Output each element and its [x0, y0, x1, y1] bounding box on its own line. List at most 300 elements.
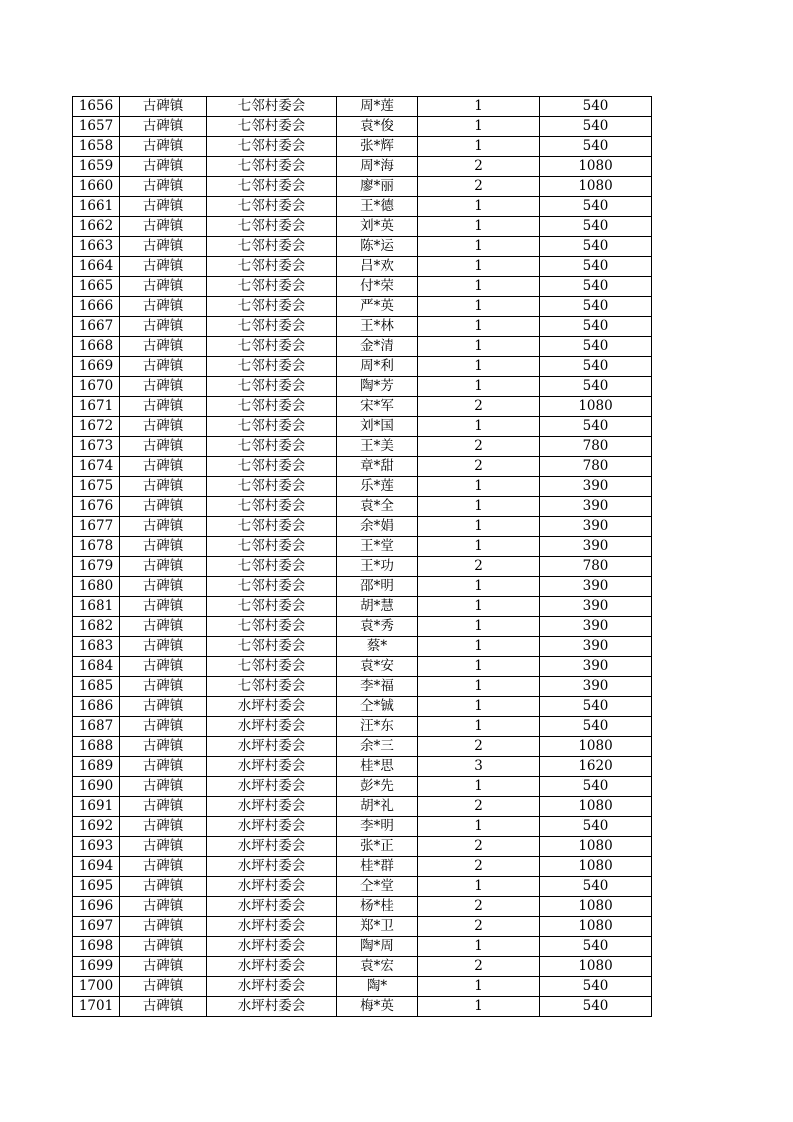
name-cell: 余*娟	[337, 517, 418, 537]
amount-cell: 390	[540, 477, 652, 497]
row-number-cell: 1691	[73, 797, 120, 817]
amount-cell: 390	[540, 677, 652, 697]
name-cell: 刘*国	[337, 417, 418, 437]
count-cell: 1	[418, 237, 540, 257]
amount-cell: 540	[540, 97, 652, 117]
name-cell: 张*正	[337, 837, 418, 857]
amount-cell: 540	[540, 697, 652, 717]
amount-cell: 1080	[540, 397, 652, 417]
table-row	[73, 857, 652, 877]
name-cell: 彭*先	[337, 777, 418, 797]
village-cell: 七邻村委会	[207, 617, 337, 637]
name-cell: 乐*莲	[337, 477, 418, 497]
town-cell: 古碑镇	[120, 177, 207, 197]
amount-cell: 540	[540, 877, 652, 897]
table-row	[73, 797, 652, 817]
count-cell: 3	[418, 757, 540, 777]
village-cell: 水坪村委会	[207, 877, 337, 897]
town-cell: 古碑镇	[120, 237, 207, 257]
village-cell: 水坪村委会	[207, 737, 337, 757]
village-cell: 七邻村委会	[207, 137, 337, 157]
amount-cell: 390	[540, 617, 652, 637]
name-cell: 付*荣	[337, 277, 418, 297]
amount-cell: 540	[540, 297, 652, 317]
village-cell: 七邻村委会	[207, 377, 337, 397]
row-number-cell: 1659	[73, 157, 120, 177]
row-number-cell: 1663	[73, 237, 120, 257]
town-cell: 古碑镇	[120, 217, 207, 237]
count-cell: 1	[418, 417, 540, 437]
village-cell: 七邻村委会	[207, 97, 337, 117]
count-cell: 1	[418, 937, 540, 957]
table-row	[73, 697, 652, 717]
village-cell: 七邻村委会	[207, 657, 337, 677]
name-cell: 汪*东	[337, 717, 418, 737]
village-cell: 七邻村委会	[207, 417, 337, 437]
table-row	[73, 657, 652, 677]
name-cell: 周*海	[337, 157, 418, 177]
row-number-cell: 1679	[73, 557, 120, 577]
amount-cell: 540	[540, 257, 652, 277]
town-cell: 古碑镇	[120, 957, 207, 977]
table-row	[73, 237, 652, 257]
amount-cell: 1080	[540, 177, 652, 197]
count-cell: 2	[418, 157, 540, 177]
count-cell: 1	[418, 677, 540, 697]
count-cell: 1	[418, 597, 540, 617]
count-cell: 2	[418, 797, 540, 817]
row-number-cell: 1686	[73, 697, 120, 717]
amount-cell: 540	[540, 357, 652, 377]
town-cell: 古碑镇	[120, 557, 207, 577]
table-row	[73, 957, 652, 977]
row-number-cell: 1674	[73, 457, 120, 477]
village-cell: 水坪村委会	[207, 917, 337, 937]
name-cell: 梅*英	[337, 997, 418, 1017]
town-cell: 古碑镇	[120, 717, 207, 737]
table-row	[73, 357, 652, 377]
count-cell: 1	[418, 337, 540, 357]
table-row	[73, 817, 652, 837]
town-cell: 古碑镇	[120, 797, 207, 817]
town-cell: 古碑镇	[120, 457, 207, 477]
village-cell: 七邻村委会	[207, 277, 337, 297]
count-cell: 1	[418, 697, 540, 717]
amount-cell: 540	[540, 977, 652, 997]
table-row	[73, 257, 652, 277]
row-number-cell: 1688	[73, 737, 120, 757]
amount-cell: 1080	[540, 157, 652, 177]
name-cell: 陶*	[337, 977, 418, 997]
name-cell: 桂*思	[337, 757, 418, 777]
town-cell: 古碑镇	[120, 397, 207, 417]
row-number-cell: 1683	[73, 637, 120, 657]
village-cell: 水坪村委会	[207, 937, 337, 957]
count-cell: 1	[418, 357, 540, 377]
count-cell: 1	[418, 217, 540, 237]
name-cell: 周*莲	[337, 97, 418, 117]
amount-cell: 1080	[540, 957, 652, 977]
amount-cell: 1620	[540, 757, 652, 777]
table-row	[73, 877, 652, 897]
row-number-cell: 1672	[73, 417, 120, 437]
count-cell: 1	[418, 817, 540, 837]
village-cell: 七邻村委会	[207, 257, 337, 277]
village-cell: 水坪村委会	[207, 997, 337, 1017]
name-cell: 王*功	[337, 557, 418, 577]
name-cell: 王*堂	[337, 537, 418, 557]
table-row	[73, 277, 652, 297]
amount-cell: 540	[540, 217, 652, 237]
village-cell: 七邻村委会	[207, 457, 337, 477]
village-cell: 七邻村委会	[207, 317, 337, 337]
table-row	[73, 537, 652, 557]
town-cell: 古碑镇	[120, 157, 207, 177]
amount-cell: 1080	[540, 797, 652, 817]
row-number-cell: 1660	[73, 177, 120, 197]
amount-cell: 540	[540, 197, 652, 217]
village-cell: 水坪村委会	[207, 817, 337, 837]
village-cell: 水坪村委会	[207, 897, 337, 917]
name-cell: 陶*芳	[337, 377, 418, 397]
name-cell: 严*英	[337, 297, 418, 317]
table-row	[73, 597, 652, 617]
village-cell: 七邻村委会	[207, 677, 337, 697]
village-cell: 水坪村委会	[207, 697, 337, 717]
table-row	[73, 777, 652, 797]
village-cell: 水坪村委会	[207, 837, 337, 857]
table-row	[73, 897, 652, 917]
town-cell: 古碑镇	[120, 997, 207, 1017]
count-cell: 1	[418, 717, 540, 737]
town-cell: 古碑镇	[120, 517, 207, 537]
village-cell: 七邻村委会	[207, 557, 337, 577]
name-cell: 胡*慧	[337, 597, 418, 617]
row-number-cell: 1667	[73, 317, 120, 337]
row-number-cell: 1666	[73, 297, 120, 317]
village-cell: 水坪村委会	[207, 797, 337, 817]
count-cell: 1	[418, 277, 540, 297]
count-cell: 1	[418, 197, 540, 217]
name-cell: 金*清	[337, 337, 418, 357]
count-cell: 1	[418, 877, 540, 897]
name-cell: 王*美	[337, 437, 418, 457]
village-cell: 七邻村委会	[207, 357, 337, 377]
village-cell: 七邻村委会	[207, 337, 337, 357]
town-cell: 古碑镇	[120, 737, 207, 757]
row-number-cell: 1692	[73, 817, 120, 837]
amount-cell: 1080	[540, 857, 652, 877]
row-number-cell: 1678	[73, 537, 120, 557]
row-number-cell: 1695	[73, 877, 120, 897]
row-number-cell: 1685	[73, 677, 120, 697]
name-cell: 张*辉	[337, 137, 418, 157]
count-cell: 1	[418, 637, 540, 657]
table-row	[73, 437, 652, 457]
table-row	[73, 637, 652, 657]
table-row	[73, 557, 652, 577]
count-cell: 2	[418, 737, 540, 757]
count-cell: 2	[418, 437, 540, 457]
table-row	[73, 117, 652, 137]
town-cell: 古碑镇	[120, 317, 207, 337]
row-number-cell: 1676	[73, 497, 120, 517]
amount-cell: 780	[540, 457, 652, 477]
town-cell: 古碑镇	[120, 337, 207, 357]
roster-table-body	[73, 97, 652, 1017]
town-cell: 古碑镇	[120, 757, 207, 777]
village-cell: 七邻村委会	[207, 397, 337, 417]
count-cell: 2	[418, 917, 540, 937]
count-cell: 1	[418, 577, 540, 597]
table-row	[73, 97, 652, 117]
count-cell: 1	[418, 497, 540, 517]
table-row	[73, 617, 652, 637]
amount-cell: 540	[540, 377, 652, 397]
row-number-cell: 1689	[73, 757, 120, 777]
town-cell: 古碑镇	[120, 637, 207, 657]
row-number-cell: 1681	[73, 597, 120, 617]
amount-cell: 540	[540, 997, 652, 1017]
town-cell: 古碑镇	[120, 977, 207, 997]
table-row	[73, 197, 652, 217]
count-cell: 2	[418, 957, 540, 977]
table-row	[73, 477, 652, 497]
row-number-cell: 1700	[73, 977, 120, 997]
town-cell: 古碑镇	[120, 197, 207, 217]
name-cell: 蔡*	[337, 637, 418, 657]
amount-cell: 540	[540, 817, 652, 837]
name-cell: 袁*俊	[337, 117, 418, 137]
amount-cell: 390	[540, 597, 652, 617]
table-row	[73, 417, 652, 437]
village-cell: 七邻村委会	[207, 217, 337, 237]
count-cell: 1	[418, 657, 540, 677]
count-cell: 1	[418, 997, 540, 1017]
row-number-cell: 1684	[73, 657, 120, 677]
amount-cell: 1080	[540, 837, 652, 857]
town-cell: 古碑镇	[120, 117, 207, 137]
row-number-cell: 1661	[73, 197, 120, 217]
table-row	[73, 997, 652, 1017]
town-cell: 古碑镇	[120, 777, 207, 797]
name-cell: 王*林	[337, 317, 418, 337]
village-cell: 七邻村委会	[207, 197, 337, 217]
name-cell: 章*甜	[337, 457, 418, 477]
row-number-cell: 1664	[73, 257, 120, 277]
row-number-cell: 1699	[73, 957, 120, 977]
town-cell: 古碑镇	[120, 657, 207, 677]
name-cell: 仝*铖	[337, 697, 418, 717]
row-number-cell: 1669	[73, 357, 120, 377]
count-cell: 1	[418, 257, 540, 277]
town-cell: 古碑镇	[120, 537, 207, 557]
amount-cell: 1080	[540, 917, 652, 937]
count-cell: 2	[418, 837, 540, 857]
row-number-cell: 1680	[73, 577, 120, 597]
count-cell: 1	[418, 297, 540, 317]
amount-cell: 390	[540, 517, 652, 537]
row-number-cell: 1671	[73, 397, 120, 417]
name-cell: 袁*安	[337, 657, 418, 677]
count-cell: 1	[418, 477, 540, 497]
village-cell: 七邻村委会	[207, 177, 337, 197]
amount-cell: 390	[540, 497, 652, 517]
row-number-cell: 1698	[73, 937, 120, 957]
row-number-cell: 1682	[73, 617, 120, 637]
table-row	[73, 177, 652, 197]
name-cell: 王*德	[337, 197, 418, 217]
table-row	[73, 137, 652, 157]
amount-cell: 540	[540, 317, 652, 337]
amount-cell: 540	[540, 777, 652, 797]
town-cell: 古碑镇	[120, 257, 207, 277]
village-cell: 七邻村委会	[207, 117, 337, 137]
table-row	[73, 577, 652, 597]
row-number-cell: 1701	[73, 997, 120, 1017]
name-cell: 桂*群	[337, 857, 418, 877]
village-cell: 七邻村委会	[207, 297, 337, 317]
count-cell: 2	[418, 557, 540, 577]
name-cell: 邵*明	[337, 577, 418, 597]
count-cell: 2	[418, 857, 540, 877]
name-cell: 余*三	[337, 737, 418, 757]
town-cell: 古碑镇	[120, 697, 207, 717]
town-cell: 古碑镇	[120, 97, 207, 117]
table-row	[73, 457, 652, 477]
amount-cell: 1080	[540, 737, 652, 757]
town-cell: 古碑镇	[120, 617, 207, 637]
town-cell: 古碑镇	[120, 677, 207, 697]
name-cell: 陶*周	[337, 937, 418, 957]
count-cell: 2	[418, 457, 540, 477]
town-cell: 古碑镇	[120, 817, 207, 837]
village-cell: 七邻村委会	[207, 237, 337, 257]
table-row	[73, 157, 652, 177]
village-cell: 水坪村委会	[207, 857, 337, 877]
name-cell: 吕*欢	[337, 257, 418, 277]
village-cell: 水坪村委会	[207, 717, 337, 737]
name-cell: 胡*礼	[337, 797, 418, 817]
count-cell: 1	[418, 137, 540, 157]
row-number-cell: 1658	[73, 137, 120, 157]
amount-cell: 390	[540, 537, 652, 557]
amount-cell: 540	[540, 337, 652, 357]
village-cell: 七邻村委会	[207, 157, 337, 177]
town-cell: 古碑镇	[120, 577, 207, 597]
town-cell: 古碑镇	[120, 497, 207, 517]
table-row	[73, 917, 652, 937]
row-number-cell: 1675	[73, 477, 120, 497]
table-row	[73, 337, 652, 357]
row-number-cell: 1656	[73, 97, 120, 117]
name-cell: 杨*桂	[337, 897, 418, 917]
amount-cell: 540	[540, 117, 652, 137]
village-cell: 水坪村委会	[207, 977, 337, 997]
village-cell: 七邻村委会	[207, 497, 337, 517]
town-cell: 古碑镇	[120, 477, 207, 497]
name-cell: 周*利	[337, 357, 418, 377]
village-cell: 水坪村委会	[207, 777, 337, 797]
count-cell: 1	[418, 537, 540, 557]
town-cell: 古碑镇	[120, 137, 207, 157]
count-cell: 1	[418, 617, 540, 637]
village-cell: 七邻村委会	[207, 537, 337, 557]
amount-cell: 780	[540, 437, 652, 457]
amount-cell: 540	[540, 237, 652, 257]
row-number-cell: 1662	[73, 217, 120, 237]
row-number-cell: 1670	[73, 377, 120, 397]
village-cell: 七邻村委会	[207, 637, 337, 657]
row-number-cell: 1665	[73, 277, 120, 297]
count-cell: 1	[418, 377, 540, 397]
row-number-cell: 1677	[73, 517, 120, 537]
count-cell: 1	[418, 517, 540, 537]
town-cell: 古碑镇	[120, 937, 207, 957]
count-cell: 2	[418, 397, 540, 417]
amount-cell: 540	[540, 277, 652, 297]
name-cell: 仝*堂	[337, 877, 418, 897]
row-number-cell: 1657	[73, 117, 120, 137]
town-cell: 古碑镇	[120, 837, 207, 857]
table-row	[73, 937, 652, 957]
count-cell: 1	[418, 977, 540, 997]
village-cell: 水坪村委会	[207, 757, 337, 777]
amount-cell: 1080	[540, 897, 652, 917]
count-cell: 1	[418, 117, 540, 137]
village-cell: 七邻村委会	[207, 517, 337, 537]
town-cell: 古碑镇	[120, 857, 207, 877]
town-cell: 古碑镇	[120, 917, 207, 937]
table-row	[73, 297, 652, 317]
row-number-cell: 1687	[73, 717, 120, 737]
row-number-cell: 1693	[73, 837, 120, 857]
table-row	[73, 397, 652, 417]
name-cell: 李*福	[337, 677, 418, 697]
count-cell: 1	[418, 777, 540, 797]
table-row	[73, 517, 652, 537]
name-cell: 刘*英	[337, 217, 418, 237]
village-cell: 七邻村委会	[207, 597, 337, 617]
name-cell: 袁*全	[337, 497, 418, 517]
table-row	[73, 717, 652, 737]
name-cell: 袁*秀	[337, 617, 418, 637]
village-cell: 水坪村委会	[207, 957, 337, 977]
village-cell: 七邻村委会	[207, 477, 337, 497]
village-cell: 七邻村委会	[207, 577, 337, 597]
amount-cell: 390	[540, 637, 652, 657]
row-number-cell: 1696	[73, 897, 120, 917]
town-cell: 古碑镇	[120, 437, 207, 457]
name-cell: 陈*运	[337, 237, 418, 257]
town-cell: 古碑镇	[120, 897, 207, 917]
amount-cell: 540	[540, 137, 652, 157]
table-row	[73, 977, 652, 997]
amount-cell: 540	[540, 937, 652, 957]
name-cell: 李*明	[337, 817, 418, 837]
town-cell: 古碑镇	[120, 297, 207, 317]
town-cell: 古碑镇	[120, 877, 207, 897]
table-row	[73, 377, 652, 397]
town-cell: 古碑镇	[120, 277, 207, 297]
count-cell: 2	[418, 177, 540, 197]
row-number-cell: 1690	[73, 777, 120, 797]
row-number-cell: 1668	[73, 337, 120, 357]
count-cell: 2	[418, 897, 540, 917]
table-row	[73, 497, 652, 517]
name-cell: 袁*宏	[337, 957, 418, 977]
town-cell: 古碑镇	[120, 357, 207, 377]
